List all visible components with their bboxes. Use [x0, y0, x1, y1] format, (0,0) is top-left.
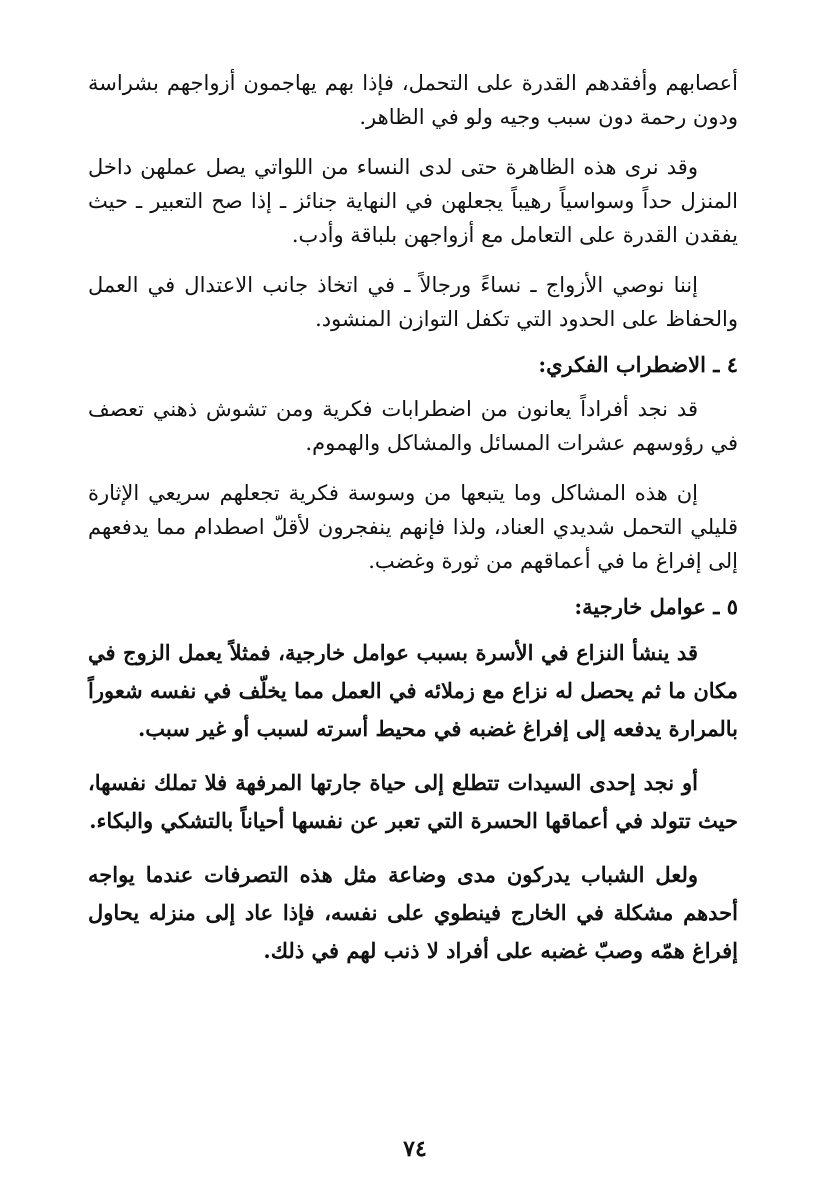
paragraph-6: قد ينشأ النزاع في الأسرة بسبب عوامل خارجية، فمثلاً يعمل الزوج في مكان ما ثم يحصل له نزاع مع زملائه في العمل مما يخلّف في نفسه شعوراً بالمرارة يدفعه إلى إفراغ غضبه في محيط أسرته لسبب أو غير سبب.: [88, 640, 738, 741]
paragraph-3: إننا نوصي الأزواج ـ نساءً ورجالاً ـ في اتخاذ جانب الاعتدال في العمل والحفاظ على الحدود التي تكفل التوازن المنشود.: [88, 273, 738, 331]
page-number: ٧٤: [403, 1136, 427, 1162]
paragraph-1: أعصابهم وأفقدهم القدرة على التحمل، فإذا بهم يهاجمون أزواجهم بشراسة ودون رحمة دون سبب وجيه ولو في الظاهر.: [88, 71, 738, 129]
section-heading-4: ٤ ـ الاضطراب الفكري:: [538, 352, 738, 377]
paragraph-5: إن هذه المشاكل وما يتبعها من وسوسة فكرية تجعلهم سريعي الإثارة قليلي التحمل شديدي العناد، ولذا فإنهم ينفجرون لأقلّ اصطدام مما يدفعهم إلى إفراغ ما في أعماقهم من ثورة وغضب.: [88, 481, 738, 573]
paragraph-2: وقد نرى هذه الظاهرة حتى لدى النساء من اللواتي يصل عملهن داخل المنزل حداً وسواسياً رهيباً يجعلهن في النهاية جنائز ـ إذا صح التعبير ـ حيث يفقدن القدرة على التعامل مع أزواجهن بلباقة وأدب.: [88, 155, 738, 247]
paragraph-8: ولعل الشباب يدركون مدى وضاعة مثل هذه التصرفات عندما يواجه أحدهم مشكلة في الخارج فينطوي على نفسه، فإذا عاد إلى منزله يحاول إفراغ همّه وصبّ غضبه على أفراد لا ذنب لهم في ذلك.: [88, 862, 738, 963]
paragraph-4: قد نجد أفراداً يعانون من اضطرابات فكرية ومن تشوش ذهني تعصف في رؤوسهم عشرات المسائل والمشاكل والهموم.: [88, 397, 738, 455]
paragraph-7: أو نجد إحدى السيدات تتطلع إلى حياة جارتها المرفهة فلا تملك نفسها، حيث تتولد في أعماقها الحسرة التي تعبر عن نفسها أحياناً بالتشكي والبكاء.: [88, 770, 738, 833]
section-heading-5: ٥ ـ عوامل خارجية:: [574, 594, 738, 619]
bold-section: [88, 634, 738, 970]
page-body: [88, 66, 738, 970]
